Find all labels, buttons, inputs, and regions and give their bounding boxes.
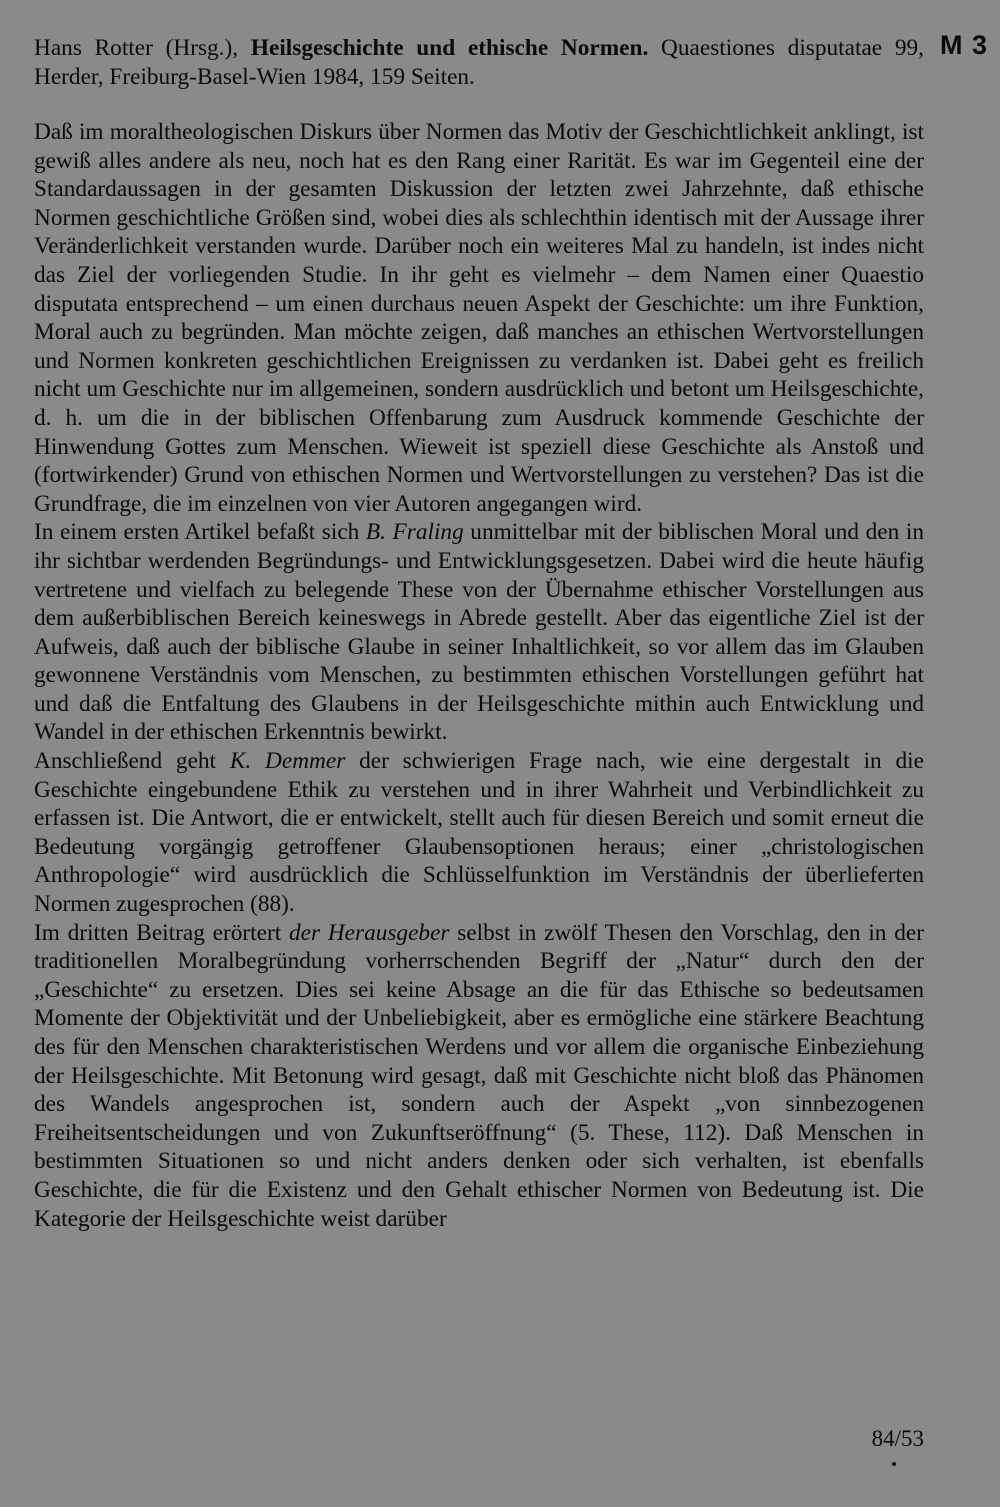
- author-name-italic: K. Demmer: [229, 748, 346, 775]
- paragraph: [34, 518, 924, 747]
- section-mark: M 3: [939, 30, 988, 60]
- review-body: [34, 118, 924, 1233]
- paragraph-text: Anschließend geht: [34, 748, 230, 775]
- paragraph-text: unmittelbar mit der biblischen Moral und den in ihr sichtbar werdenden Begründungs- und Entwicklungsgesetzen. Dabei wird die heute häufig vertretene und vielfach zu belegende These von der Übernahme ethischer Vorstellungen aus dem außerbiblischen Bereich keineswegs in Abrede gestellt. Aber das eigentliche Ziel ist der Aufweis, daß auch der biblische Glaube in seiner Inhaltlichkeit, so vor allem das im Glauben gewonnene Verständnis vom Menschen, zu bestimmten ethischen Vorstellungen geführt hat und daß die Entfaltung des Glaubens in der Heilsgeschichte mithin auch Entwicklung und Wandel in der ethischen Erkenntnis bewirkt.: [34, 519, 924, 746]
- print-dot: [892, 1462, 896, 1466]
- paragraph: [34, 747, 924, 919]
- paragraph: [34, 118, 924, 518]
- paragraph-text: Daß im moraltheologischen Diskurs über Normen das Motiv der Geschichtlichkeit anklingt, ist gewiß alles andere als neu, noch hat es den Rang einer Rarität. Es war im Gegenteil eine der Standardaussagen in der gesamten Diskussion der letzten zwei Jahrzehnte, daß ethische Normen geschichtliche Größen sind, wobei dies als schlechthin identisch mit der Aussage ihrer Veränderlichkeit verstanden wurde. Darüber noch ein weiteres Mal zu handeln, ist indes nicht das Ziel der vorliegenden Studie. In ihr geht es vielmehr – dem Namen einer Quaestio disputata entsprechend – um einen durchaus neuen Aspekt der Geschichte: um ihre Funktion, Moral auch zu begründen. Man möchte zeigen, daß manches an ethischen Wertvorstellungen und Normen konkreten geschichtlichen Ereignissen zu verdanken ist. Dabei geht es freilich nicht um Geschichte nur im allgemeinen, sondern ausdrücklich und betont um Heilsgeschichte, d. h. um die in der biblischen Offenbarung zum Ausdruck kommende Geschichte der Hinwendung Gottes zum Menschen. Wieweit ist speziell diese Geschichte als Anstoß und (fortwirkender) Grund von ethischen Normen und Wertvorstellungen zu verstehen? Das ist die Grundfrage, die im einzelnen von vier Autoren angegangen wird.: [34, 119, 924, 517]
- paragraph-text: der schwierigen Frage nach, wie eine dergestalt in die Geschichte eingebundene Ethik zu verstehen und in ihrer Wahrheit und Verbindlichkeit zu erfassen ist. Die Antwort, die er entwickelt, stellt auch für diesen Bereich und somit erneut die Bedeutung vorgängig getroffener Glaubensoptionen heraus; einer „christologischen Anthropologie“ wird ausdrücklich die Schlüsselfunktion im Verständnis der überlieferten Normen zugesprochen (88).: [34, 748, 924, 918]
- citation-title: Heilsgeschichte und ethische Normen.: [250, 35, 649, 61]
- author-name-italic: B. Fraling: [365, 519, 464, 546]
- paragraph-text: In einem ersten Artikel befaßt sich: [34, 519, 366, 546]
- citation-details: Quaestiones disputatae 99, Herder, Freiburg-Basel-Wien 1984, 159 Seiten.: [34, 35, 925, 90]
- book-citation: [34, 34, 924, 92]
- page-number: 84/53: [871, 1426, 924, 1451]
- paragraph-text: selbst in zwölf Thesen den Vorschlag, den in der traditionellen Moralbegründung vorherrschenden Begriff der „Natur“ durch den der „Geschichte“ zu ersetzen. Dies sei keine Absage an die für das Ethische so bedeutsamen Momente der Objektivität und der Unbeliebigkeit, aber es ermögliche eine stärkere Beachtung des für den Menschen charakteristischen Werdens und vor allem die organische Einbeziehung der Heilsgeschichte. Mit Betonung wird gesagt, daß mit Geschichte nicht bloß das Phänomen des Wandels angesprochen ist, sondern auch der Aspekt „von sinnbezogenen Freiheitsentscheidungen und von Zukunftseröffnung“ (5. These, 112). Daß Menschen in bestimmten Situationen so und nicht anders denken oder sich verhalten, ist ebenfalls Geschichte, die für die Existenz und den Gehalt ethischer Normen von Bedeutung ist. Die Kategorie der Heilsgeschichte weist darüber: [34, 919, 924, 1232]
- paragraph-text: Im dritten Beitrag erörtert: [34, 919, 289, 946]
- paragraph: [34, 919, 924, 1234]
- author-name-italic: der Herausgeber: [288, 919, 450, 946]
- citation-author: Hans Rotter (Hrsg.),: [34, 35, 239, 61]
